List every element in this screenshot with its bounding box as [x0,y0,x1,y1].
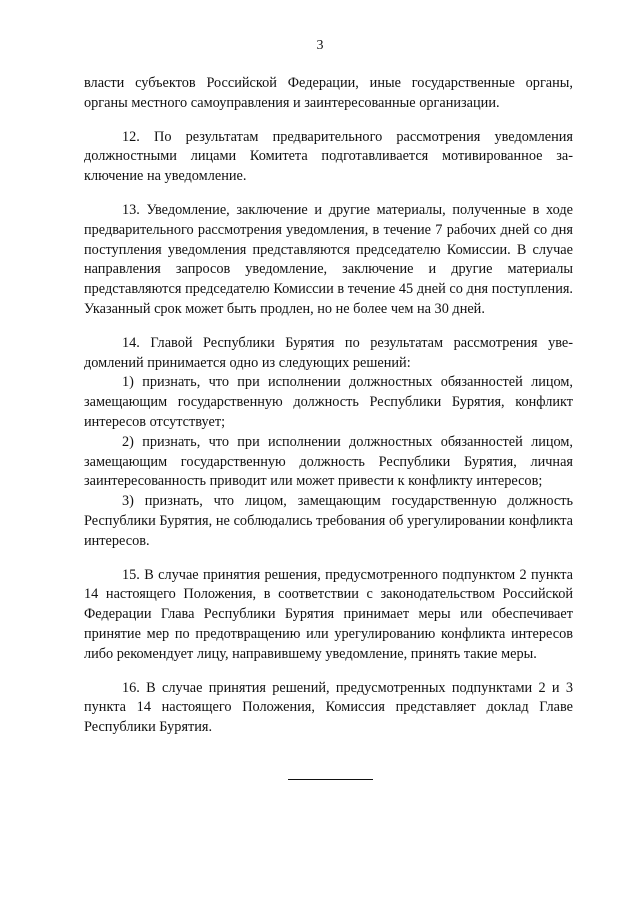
page-number: 3 [316,38,324,53]
decision-item-2: 2) признать, что при исполнении должностных обязанностей лицом, замещающим государственную должность Республики Бурятия, личная заинтересованность приводит или может привести к конфликту интересов; [84,433,573,490]
end-divider [288,779,373,780]
decision-item-3: 3) признать, что лицом, замещающим государственную должность Республики Бурятия, не соблюдались требования об урегулировании конфликта интересов. [84,493,573,549]
paragraph-continuation: власти субъектов Российской Федерации, иные государственные органы, органы местного самоуправления и заинтересованные организации. [84,75,573,111]
paragraph-13: 13. Уведомление, заключение и другие материалы, полученные в ходе предварительного рассмотрения уведомления, в течение 7 рабочих дней со дня поступления уведомления представляются председателю Комиссии. В случае направления запросов уведомление, заключение и другие материалы представляются председателю Комиссии в течение 45 дней со дня поступления. Указанный срок может быть продлен, но не более чем на 30 дней. [84,201,573,317]
paragraph-15: 15. В случае принятия решения, предусмотренного подпунктом 2 пункта 14 настоящего Положения, в соответствии с законодательством Российской Федерации Глава Республики Бурятия принимает меры или обеспечивает принятие мер по предотвращению или урегулированию конфликта интересов либо рекомендует лицу, направившему уведомление, принять такие меры. [84,566,573,662]
paragraph-12: 12. По результатам предварительного рассмотрения уведомления должностными лицами Комитета подготавливается мотивированное заключение на уведомление. [84,128,573,185]
document-body [84,74,573,738]
paragraph-16: 16. В случае принятия решений, предусмотренных подпунктами 2 и 3 пункта 14 настоящего Положения, Комиссия представляет доклад Главе Республики Бурятия. [84,679,573,736]
paragraph-14: 14. Главой Республики Бурятия по результатам рассмотрения уведомлений принимается одно из следующих решений: [84,334,573,371]
decision-item-1: 1) признать, что при исполнении должностных обязанностей лицом, замещающим государственную должность Республики Бурятия, конфликт интересов отсутствует; [84,374,573,430]
